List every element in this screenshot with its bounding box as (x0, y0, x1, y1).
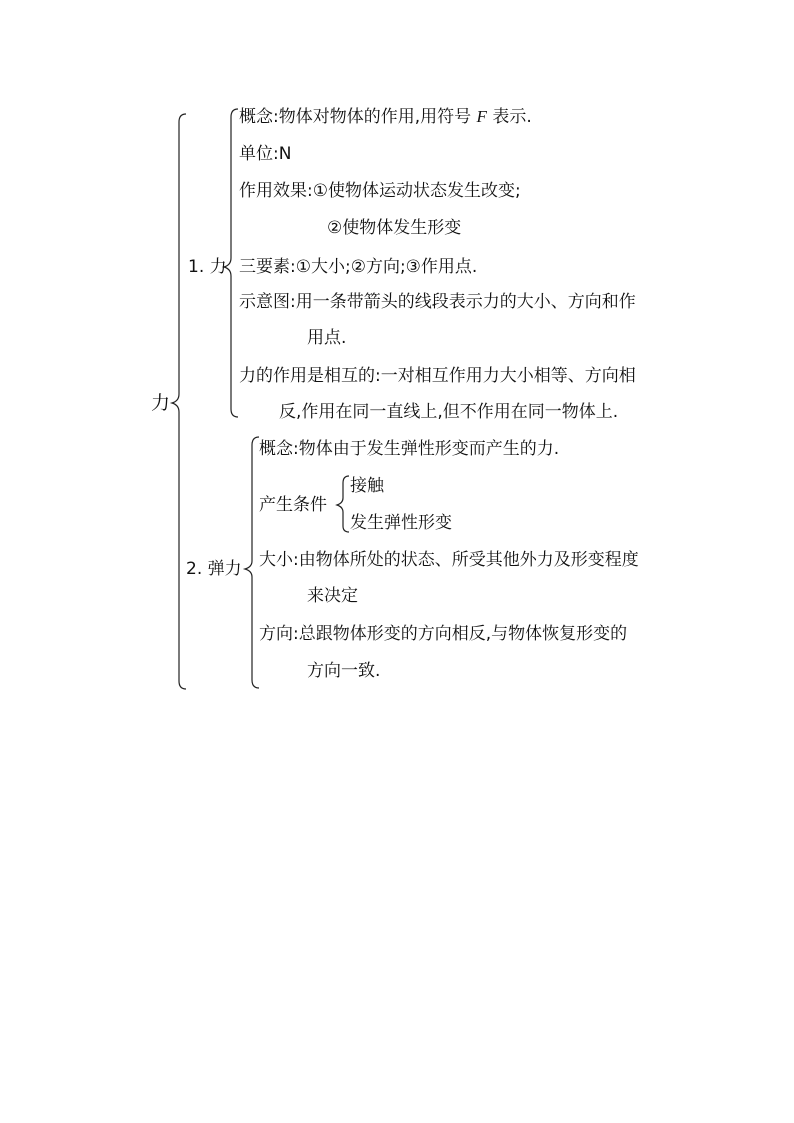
force-unit-value: N (278, 144, 292, 164)
force-effect-label: 作用效果 (239, 181, 307, 201)
force-concept-label: 概念 (239, 107, 273, 127)
force-effect: 作用效果:①使物体运动状态发生改变; (239, 181, 521, 201)
force-diagram-label: 示意图 (239, 292, 290, 312)
elastic-direction-line1: 总跟物体形变的方向相反,与物体恢复形变的 (298, 624, 628, 644)
elastic-concept: 概念:物体由于发生弹性形变而产生的力. (259, 439, 560, 459)
force-three-elements: 三要素:①大小;②方向;③作用点. (239, 257, 478, 277)
elastic-magnitude: 大小:由物体所处的状态、所受其他外力及形变程度 (259, 550, 639, 570)
root-brace (172, 114, 186, 689)
force-unit: 单位:N (239, 144, 292, 164)
force-diagram-line2: 用点. (307, 328, 347, 348)
elastic-condition-item2: 发生弹性形变 (350, 513, 452, 533)
force-concept-text: 物体对物体的作用,用符号 (278, 107, 472, 127)
elastic-direction-label: 方向 (259, 624, 293, 644)
elastic-concept-text: 物体由于发生弹性形变而产生的力. (298, 439, 560, 459)
elastic-magnitude-line2: 来决定 (307, 586, 358, 606)
force-three-elements-text: ①大小;②方向;③作用点. (295, 257, 478, 277)
root-label: 力 (151, 392, 171, 414)
force-diagram: 示意图:用一条带箭头的线段表示力的大小、方向和作 (239, 292, 636, 312)
force-effect-line1: ①使物体运动状态发生改变; (312, 181, 521, 201)
elastic-magnitude-line1: 由物体所处的状态、所受其他外力及形变程度 (298, 550, 639, 570)
force-concept-tail: 表示. (492, 107, 532, 127)
elastic-direction-line2: 方向一致. (307, 661, 381, 681)
force-mutual-line2: 反,作用在同一直线上,但不作用在同一物体上. (279, 402, 619, 422)
force-three-elements-label: 三要素 (239, 257, 290, 277)
elastic-label: 2. 弹力 (186, 559, 242, 579)
elastic-concept-label: 概念 (259, 439, 293, 459)
elastic-magnitude-label: 大小 (259, 550, 293, 570)
force-symbol: F (476, 107, 487, 126)
force-label: 1. 力 (188, 257, 227, 277)
condition-brace (337, 476, 349, 532)
elastic-brace (245, 437, 259, 688)
elastic-condition-label: 产生条件 (259, 495, 327, 515)
elastic-condition-item1: 接触 (350, 476, 384, 496)
force-mutual-label: 力的作用是相互的 (239, 366, 375, 386)
force-unit-label: 单位 (239, 144, 273, 164)
force-diagram-line1: 用一条带箭头的线段表示力的大小、方向和作 (295, 292, 636, 312)
force-mutual-line1: 一对相互作用力大小相等、方向相 (380, 366, 636, 386)
force-mutual: 力的作用是相互的:一对相互作用力大小相等、方向相 (239, 366, 636, 386)
elastic-direction: 方向:总跟物体形变的方向相反,与物体恢复形变的 (259, 624, 628, 644)
force-effect-line2: ②使物体发生形变 (327, 218, 462, 238)
force-concept: 概念:物体对物体的作用,用符号 F 表示. (239, 107, 532, 127)
